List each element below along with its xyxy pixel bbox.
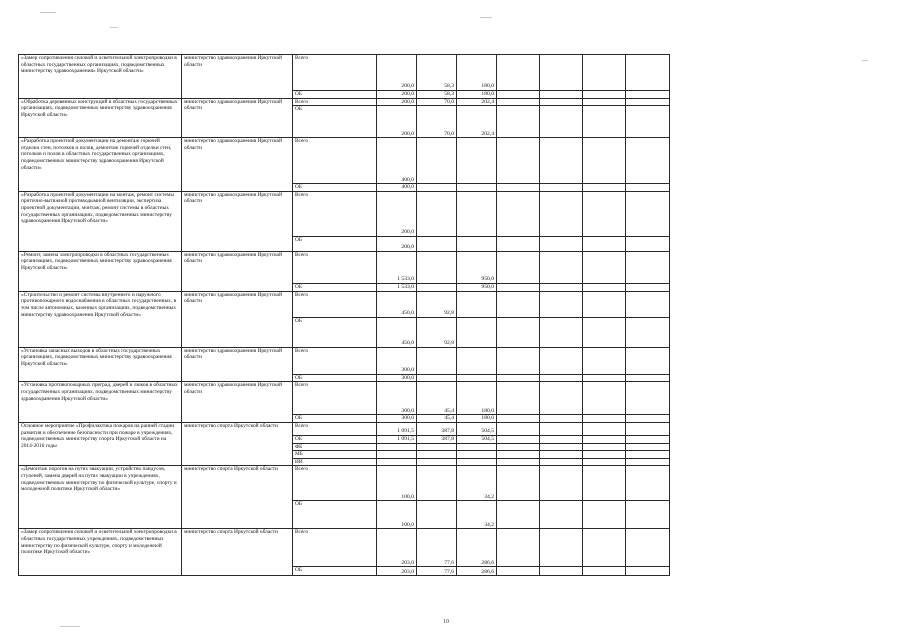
empty-cell xyxy=(626,91,670,99)
funding-source-cell: Всего xyxy=(293,466,377,501)
scan-artifact xyxy=(110,27,118,28)
funding-source-cell: Всего xyxy=(293,291,377,317)
amount-cell: 450,0 xyxy=(377,317,417,347)
empty-cell xyxy=(540,251,583,283)
event-name-cell: «Ремонт, замена электропроводки в областных государственных организациях, подведомственных министерству здравоохранения Иркутской области» xyxy=(19,251,182,291)
amount-cell: 180,0 xyxy=(457,55,497,91)
empty-cell xyxy=(626,501,670,529)
event-name-cell: «Установка противопожарных преград, дверей и люков в областных государственных организациях, подведомственных министерству здравоохранения Иркутской области» xyxy=(19,382,182,423)
amount-cell xyxy=(457,317,497,347)
amount-cell: 950,0 xyxy=(457,283,497,291)
empty-cell xyxy=(497,451,540,459)
empty-cell xyxy=(497,283,540,291)
amount-cell xyxy=(457,138,497,184)
scan-artifact xyxy=(40,12,56,13)
empty-cell xyxy=(626,529,670,567)
amount-cell: 202,4 xyxy=(457,98,497,106)
amount-cell: 504,5 xyxy=(457,435,497,443)
amount-cell: 70,0 xyxy=(417,106,457,138)
empty-cell xyxy=(626,567,670,576)
empty-cell xyxy=(497,466,540,501)
empty-cell xyxy=(626,184,670,192)
empty-cell xyxy=(583,529,626,567)
executor-cell: министерство здравоохранения Иркутской области xyxy=(182,291,293,347)
amount-cell xyxy=(457,451,497,459)
amount-cell: 200,0 xyxy=(377,236,417,251)
funding-source-cell: Всего xyxy=(293,191,377,236)
empty-cell xyxy=(583,184,626,192)
empty-cell xyxy=(583,191,626,236)
amount-cell: 100,0 xyxy=(377,501,417,529)
event-name-cell: «Установка запасных выходов в областных государственных организациях, подведомственных министерству здравоохранения Иркутской области» xyxy=(19,347,182,382)
funding-source-cell: Всего xyxy=(293,347,377,374)
funding-source-cell: ОБ xyxy=(293,415,377,423)
amount-cell: 58,3 xyxy=(417,55,457,91)
table-row xyxy=(19,55,670,91)
empty-cell xyxy=(497,567,540,576)
funding-source-cell: Всего xyxy=(293,422,377,435)
empty-cell xyxy=(497,236,540,251)
funding-source-cell: Всего xyxy=(293,98,377,106)
empty-cell xyxy=(540,382,583,415)
empty-cell xyxy=(540,374,583,382)
empty-cell xyxy=(583,98,626,106)
empty-cell xyxy=(497,251,540,283)
funding-source-cell: ОБ xyxy=(293,91,377,99)
empty-cell xyxy=(626,466,670,501)
table-row xyxy=(19,138,670,184)
empty-cell xyxy=(540,435,583,443)
table-row xyxy=(19,191,670,236)
table-row xyxy=(19,422,670,435)
empty-cell xyxy=(583,291,626,317)
empty-cell xyxy=(497,91,540,99)
funding-source-cell: ФБ xyxy=(293,443,377,451)
funding-source-cell: ОБ xyxy=(293,283,377,291)
empty-cell xyxy=(583,435,626,443)
amount-cell xyxy=(417,458,457,466)
empty-cell xyxy=(626,374,670,382)
amount-cell: 450,0 xyxy=(377,291,417,317)
funding-source-cell: ОБ xyxy=(293,374,377,382)
empty-cell xyxy=(497,347,540,374)
empty-cell xyxy=(583,106,626,138)
amount-cell: 400,0 xyxy=(377,138,417,184)
amount-cell xyxy=(457,458,497,466)
amount-cell xyxy=(417,466,457,501)
empty-cell xyxy=(497,184,540,192)
empty-cell xyxy=(626,382,670,415)
amount-cell xyxy=(417,191,457,236)
funding-source-cell: ОБ xyxy=(293,567,377,576)
empty-cell xyxy=(583,374,626,382)
scan-artifact xyxy=(480,17,492,18)
empty-cell xyxy=(583,91,626,99)
empty-cell xyxy=(540,138,583,184)
empty-cell xyxy=(626,291,670,317)
amount-cell: 34,2 xyxy=(457,501,497,529)
empty-cell xyxy=(626,317,670,347)
amount-cell: 203,0 xyxy=(377,529,417,567)
amount-cell xyxy=(417,501,457,529)
empty-cell xyxy=(626,458,670,466)
amount-cell: 200,0 xyxy=(377,191,417,236)
amount-cell: 387,8 xyxy=(417,435,457,443)
amount-cell: 77,6 xyxy=(417,529,457,567)
executor-cell: министерство здравоохранения Иркутской области xyxy=(182,191,293,251)
funding-source-cell: Всего xyxy=(293,529,377,567)
empty-cell xyxy=(583,138,626,184)
funding-source-cell: ОБ xyxy=(293,236,377,251)
amount-cell: 1 533,0 xyxy=(377,251,417,283)
empty-cell xyxy=(626,435,670,443)
funding-source-cell: Всего xyxy=(293,251,377,283)
amount-cell: 45,4 xyxy=(417,415,457,423)
executor-cell: министерство здравоохранения Иркутской области xyxy=(182,251,293,291)
empty-cell xyxy=(540,458,583,466)
empty-cell xyxy=(540,567,583,576)
empty-cell xyxy=(626,106,670,138)
amount-cell xyxy=(457,236,497,251)
empty-cell xyxy=(626,138,670,184)
empty-cell xyxy=(626,451,670,459)
amount-cell xyxy=(417,283,457,291)
empty-cell xyxy=(626,422,670,435)
amount-cell: 92,8 xyxy=(417,317,457,347)
amount-cell xyxy=(417,374,457,382)
empty-cell xyxy=(497,443,540,451)
empty-cell xyxy=(626,251,670,283)
amount-cell: 950,0 xyxy=(457,251,497,283)
event-name-cell: «Разработка проектной документации на монтаж, ремонт системы приточно-вытяжной противодымной вентиляции, экспертиза проектной документации, монтаж, ремонт системы в областных государственных организациях, подведомственных министерству здравоохранения Иркутской области» xyxy=(19,191,182,251)
table-row xyxy=(19,529,670,567)
amount-cell xyxy=(457,291,497,317)
amount-cell: 300,0 xyxy=(377,347,417,374)
empty-cell xyxy=(540,106,583,138)
empty-cell xyxy=(497,458,540,466)
funding-source-cell: МБ xyxy=(293,451,377,459)
amount-cell: 1 091,5 xyxy=(377,435,417,443)
amount-cell: 200,0 xyxy=(377,91,417,99)
amount-cell xyxy=(377,458,417,466)
empty-cell xyxy=(540,451,583,459)
executor-cell: министерство здравоохранения Иркутской области xyxy=(182,138,293,192)
amount-cell xyxy=(377,443,417,451)
amount-cell: 286,6 xyxy=(457,529,497,567)
amount-cell xyxy=(417,347,457,374)
empty-cell xyxy=(497,106,540,138)
empty-cell xyxy=(583,382,626,415)
funding-source-cell: ОБ xyxy=(293,106,377,138)
event-name-cell: «Демонтаж порогов на путях эвакуации, устройство пандусов, ступеней, замена дверей на путях эвакуации в учреждениях, подведомственных министерству по физической культуре, спорту и молодежной политике Иркутской области» xyxy=(19,466,182,529)
amount-cell: 203,0 xyxy=(377,567,417,576)
empty-cell xyxy=(540,191,583,236)
empty-cell xyxy=(626,347,670,374)
empty-cell xyxy=(583,236,626,251)
executor-cell: министерство здравоохранения Иркутской области xyxy=(182,347,293,382)
empty-cell xyxy=(497,98,540,106)
empty-cell xyxy=(583,451,626,459)
empty-cell xyxy=(540,501,583,529)
executor-cell: министерство здравоохранения Иркутской области xyxy=(182,55,293,99)
event-name-cell: Основное мероприятие «Профилактика пожаров на ранней стадии развития и обеспечение безопасности при пожаре в учреждениях, подведомственных министерству спорта Иркутской области на 2014-2016 годы xyxy=(19,422,182,465)
empty-cell xyxy=(540,55,583,91)
empty-cell xyxy=(497,529,540,567)
event-name-cell: «Разработка проектной документации на демонтаж горючей отделки стен, потолков и полов, демонтаж горючей отделки стен, потолков и полов в областных государственных организациях, подведомственных министерству здравоохранения Иркутской области» xyxy=(19,138,182,192)
table-row xyxy=(19,466,670,501)
amount-cell xyxy=(457,347,497,374)
amount-cell: 300,0 xyxy=(377,374,417,382)
empty-cell xyxy=(583,415,626,423)
empty-cell xyxy=(583,317,626,347)
amount-cell xyxy=(457,191,497,236)
empty-cell xyxy=(540,236,583,251)
funding-source-cell: ОБ xyxy=(293,501,377,529)
empty-cell xyxy=(497,382,540,415)
empty-cell xyxy=(626,415,670,423)
amount-cell xyxy=(417,443,457,451)
table-row xyxy=(19,347,670,374)
table-row xyxy=(19,251,670,283)
empty-cell xyxy=(540,184,583,192)
funding-source-cell: Всего xyxy=(293,138,377,184)
empty-cell xyxy=(583,251,626,283)
empty-cell xyxy=(497,317,540,347)
empty-cell xyxy=(497,374,540,382)
empty-cell xyxy=(540,466,583,501)
budget-table xyxy=(18,54,670,576)
empty-cell xyxy=(497,55,540,91)
executor-cell: министерство здравоохранения Иркутской области xyxy=(182,98,293,138)
empty-cell xyxy=(626,236,670,251)
amount-cell: 387,8 xyxy=(417,422,457,435)
amount-cell xyxy=(457,443,497,451)
amount-cell: 180,0 xyxy=(457,415,497,423)
funding-source-cell: Всего xyxy=(293,382,377,415)
empty-cell xyxy=(540,98,583,106)
executor-cell: министерство спорта Иркутской области xyxy=(182,466,293,529)
empty-cell xyxy=(497,435,540,443)
empty-cell xyxy=(540,443,583,451)
empty-cell xyxy=(583,55,626,91)
event-name-cell: «Замер сопротивления силовой и осветительной электропроводки в областных государственных учреждениях, подведомственных министерству по физической культуре, спорту и молодежной политике Иркутской области» xyxy=(19,529,182,576)
table-row xyxy=(19,382,670,415)
amount-cell: 400,0 xyxy=(377,184,417,192)
amount-cell xyxy=(417,451,457,459)
amount-cell: 1 091,5 xyxy=(377,422,417,435)
executor-cell: министерство здравоохранения Иркутской области xyxy=(182,382,293,423)
funding-source-cell: ОБ xyxy=(293,184,377,192)
amount-cell: 300,0 xyxy=(377,382,417,415)
empty-cell xyxy=(540,291,583,317)
table-row xyxy=(19,291,670,317)
event-name-cell: «Замер сопротивления силовой и осветительной электропроводки в областных государственных организациях, подведомственных министерству здравоохранения» Иркутской области» xyxy=(19,55,182,99)
amount-cell xyxy=(417,251,457,283)
executor-cell: министерство спорта Иркутской области xyxy=(182,529,293,576)
empty-cell xyxy=(540,529,583,567)
amount-cell: 202,4 xyxy=(457,106,497,138)
page-number: 10 xyxy=(443,619,449,625)
amount-cell xyxy=(417,138,457,184)
amount-cell xyxy=(457,184,497,192)
amount-cell: 200,0 xyxy=(377,55,417,91)
empty-cell xyxy=(583,443,626,451)
amount-cell: 45,4 xyxy=(417,382,457,415)
empty-cell xyxy=(583,501,626,529)
empty-cell xyxy=(540,347,583,374)
empty-cell xyxy=(497,422,540,435)
amount-cell: 70,0 xyxy=(417,98,457,106)
amount-cell: 200,0 xyxy=(377,98,417,106)
empty-cell xyxy=(497,501,540,529)
empty-cell xyxy=(540,422,583,435)
amount-cell: 58,3 xyxy=(417,91,457,99)
amount-cell: 300,0 xyxy=(377,415,417,423)
empty-cell xyxy=(583,466,626,501)
amount-cell: 180,0 xyxy=(457,91,497,99)
empty-cell xyxy=(626,98,670,106)
empty-cell xyxy=(626,191,670,236)
empty-cell xyxy=(583,422,626,435)
empty-cell xyxy=(583,283,626,291)
funding-source-cell: ИИ xyxy=(293,458,377,466)
empty-cell xyxy=(497,191,540,236)
funding-source-cell: ОБ xyxy=(293,435,377,443)
empty-cell xyxy=(626,283,670,291)
funding-source-cell: ОБ xyxy=(293,317,377,347)
executor-cell: министерство спорта Иркутской области xyxy=(182,422,293,465)
empty-cell xyxy=(583,567,626,576)
amount-cell: 180,0 xyxy=(457,382,497,415)
empty-cell xyxy=(497,138,540,184)
empty-cell xyxy=(583,458,626,466)
amount-cell: 1 533,0 xyxy=(377,283,417,291)
empty-cell xyxy=(497,291,540,317)
empty-cell xyxy=(583,347,626,374)
empty-cell xyxy=(540,415,583,423)
scan-artifact xyxy=(862,60,868,61)
amount-cell: 286,6 xyxy=(457,567,497,576)
funding-source-cell: Всего xyxy=(293,55,377,91)
empty-cell xyxy=(540,91,583,99)
amount-cell: 200,0 xyxy=(377,106,417,138)
amount-cell xyxy=(377,451,417,459)
empty-cell xyxy=(497,415,540,423)
amount-cell: 34,2 xyxy=(457,466,497,501)
amount-cell xyxy=(417,236,457,251)
amount-cell: 77,6 xyxy=(417,567,457,576)
event-name-cell: «Строительство и ремонт системы внутреннего и наружного противопожарного водоснабжения в областных государственных, в том числе автономных, казенных организациях, подведомственных министерству здравоохранения Иркутской области» xyxy=(19,291,182,347)
scan-artifact xyxy=(60,626,80,627)
amount-cell: 504,5 xyxy=(457,422,497,435)
amount-cell xyxy=(417,184,457,192)
event-name-cell: «Обработка деревянных конструкций в областных государственных организациях, подведомственных министерству здравоохранения Иркутской области» xyxy=(19,98,182,138)
empty-cell xyxy=(540,317,583,347)
table-row xyxy=(19,98,670,106)
empty-cell xyxy=(540,283,583,291)
amount-cell: 100,0 xyxy=(377,466,417,501)
amount-cell: 92,8 xyxy=(417,291,457,317)
empty-cell xyxy=(626,443,670,451)
empty-cell xyxy=(626,55,670,91)
amount-cell xyxy=(457,374,497,382)
